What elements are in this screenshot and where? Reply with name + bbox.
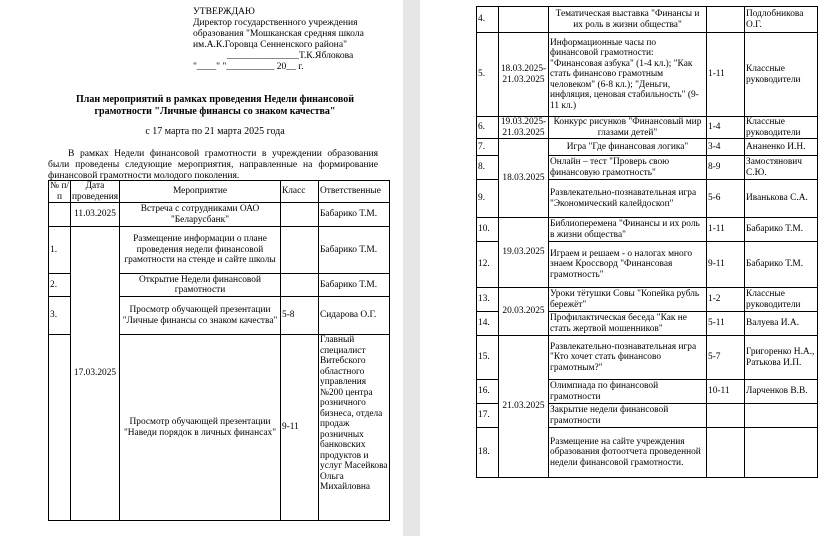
- approval-line-1: Директор государственного учреждения: [193, 17, 358, 28]
- approval-line-2: образования "Мошканская средняя школа: [193, 28, 364, 39]
- row-responsible: Бабарико Т.М.: [319, 203, 390, 227]
- row-class: 1-4: [707, 117, 745, 139]
- row-num: 15.: [477, 336, 499, 380]
- row-num: 6.: [477, 117, 499, 139]
- events-table-part-1: [48, 180, 390, 521]
- row-class: 5-11: [707, 312, 745, 336]
- row-event: Развлекательно-познавательная игра "Кто хочет стать финансово грамотным?": [549, 336, 707, 380]
- page-gap: [403, 0, 420, 536]
- row-event: Профилактическая беседа "Как не стать жертвой мошенников": [549, 312, 707, 336]
- table-row: [49, 227, 390, 274]
- table-row: [477, 218, 818, 242]
- header-num: № п/п: [50, 181, 69, 202]
- table-row: [477, 288, 818, 312]
- header-event: Мероприятие: [120, 181, 281, 203]
- approval-heading: УТВЕРЖДАЮ: [193, 6, 255, 17]
- document-page-1: [0, 0, 403, 536]
- row-event: Конкурс рисунков "Финансовый мир глазами детей": [549, 117, 707, 139]
- table-row: [477, 117, 818, 139]
- events-table-part-2: [476, 6, 818, 478]
- row-num: [49, 203, 71, 227]
- row-responsible: Бабарико Т.М.: [745, 218, 818, 242]
- row-class: 1-11: [707, 218, 745, 242]
- table-header-row: [49, 181, 390, 203]
- table-row: [477, 33, 818, 117]
- row-class: 1-11: [707, 33, 745, 117]
- row-num: 4.: [477, 7, 499, 33]
- row-event: Развлекательно-познавательная игра "Экономический калейдоскоп": [549, 180, 707, 218]
- row-responsible: [745, 404, 818, 428]
- table-row: [477, 336, 818, 380]
- row-class: 5-8: [281, 297, 319, 335]
- row-responsible: [745, 428, 818, 478]
- row-num: 3.: [49, 297, 71, 335]
- row-event: Встреча с сотрудниками ОАО "Беларусбанк": [120, 203, 281, 227]
- row-date: 18.03.2025: [499, 139, 549, 218]
- row-responsible: Классные руководители: [745, 33, 818, 117]
- row-responsible: Иванькова С.А.: [745, 180, 818, 218]
- row-date: 20.03.2025: [499, 288, 549, 336]
- row-responsible: Ларченков В.В.: [745, 380, 818, 404]
- row-num: 2.: [49, 274, 71, 297]
- row-num: 5.: [477, 33, 499, 117]
- row-num: 14.: [477, 312, 499, 336]
- row-date: 19.03.2025: [499, 218, 549, 288]
- approval-line-3: им.А.К.Горовца Сенненского района": [193, 39, 347, 50]
- row-class: 5-6: [707, 180, 745, 218]
- row-num: 17.: [477, 404, 499, 428]
- row-responsible: Валуева И.А.: [745, 312, 818, 336]
- row-num: [49, 335, 71, 521]
- row-responsible: Ананенко И.Н.: [745, 139, 818, 156]
- row-event: Олимпиада по финансовой грамотности: [549, 380, 707, 404]
- row-event: Просмотр обучающей презентации "Личные финансы со знаком качества": [120, 297, 281, 335]
- document-page-2: [420, 0, 834, 536]
- row-date: 19.03.2025-21.03.2025: [499, 117, 549, 139]
- row-num: 10.: [477, 218, 499, 242]
- row-event: Информационные часы по финансовой грамотности: "Финансовая азбука" (1-4 кл.); "Как стать финансово грамотным человеком" (6-8 кл.); "Деньги, инфляция, ценовая стабильность" (9-11 кл.): [549, 33, 707, 117]
- row-class: [281, 203, 319, 227]
- row-num: 7.: [477, 139, 499, 156]
- row-class: 5-7: [707, 336, 745, 380]
- row-num: 16.: [477, 380, 499, 404]
- approval-block: [193, 6, 364, 72]
- row-event: Библиоперемена "Финансы и их роль в жизни общества": [549, 218, 707, 242]
- row-class: [281, 274, 319, 297]
- row-class: [281, 227, 319, 274]
- row-responsible: Замостянович С.Ю.: [745, 156, 818, 180]
- table-row: [477, 7, 818, 33]
- document-dates: с 17 марта по 21 марта 2025 года: [145, 126, 285, 137]
- row-num: 1.: [49, 227, 71, 274]
- approval-line-4: _______________Т.К.Яблокова: [227, 50, 354, 61]
- row-class: 3-4: [707, 139, 745, 156]
- row-class: 9-11: [281, 335, 319, 521]
- approval-line-5: "____" "__________ 20__ г.: [193, 61, 304, 72]
- row-class: [707, 428, 745, 478]
- row-event: Игра "Где финансовая логика": [549, 139, 707, 156]
- row-responsible: Классные руководители: [745, 288, 818, 312]
- row-num: 18.: [477, 428, 499, 478]
- row-event: Закрытие недели финансовой грамотности: [549, 404, 707, 428]
- row-class: [707, 7, 745, 33]
- document-title: План мероприятий в рамках проведения Недели финансовой грамотности "Личные финансы со знаком качества": [76, 94, 354, 117]
- row-event: Уроки тётушки Совы "Копейка рубль бережёт": [549, 288, 707, 312]
- row-date: 18.03.2025-21.03.2025: [499, 33, 549, 117]
- row-event: Тематическая выставка "Финансы и их роль в жизни общества": [549, 7, 707, 33]
- row-class: 9-11: [707, 242, 745, 288]
- row-num: 12.: [477, 242, 499, 288]
- row-date: 11.03.2025: [71, 203, 120, 227]
- row-responsible: Григоренко Н.А., Ратькова И.П.: [745, 336, 818, 380]
- row-event: Открытие Недели финансовой грамотности: [120, 274, 281, 297]
- row-responsible: Бабарико Т.М.: [745, 242, 818, 288]
- row-responsible: Подлобникова О.Г.: [745, 7, 818, 33]
- row-date: [499, 7, 549, 33]
- row-num: 8.: [477, 156, 499, 180]
- row-class: 10-11: [707, 380, 745, 404]
- header-responsible: Ответственные: [319, 181, 390, 203]
- row-event: Размещение на сайте учреждения образования фотоотчета проведенной недели финансовой грамотности.: [549, 428, 707, 478]
- row-event: Просмотр обучающей презентации "Наведи порядок в личных финансах": [120, 335, 281, 521]
- row-class: 1-2: [707, 288, 745, 312]
- table-row: [49, 203, 390, 227]
- row-class: 8-9: [707, 156, 745, 180]
- row-event: Размещение информации о плане проведения недели финансовой грамотности на стенде и сайте школы: [120, 227, 281, 274]
- row-responsible: Бабарико Т.М.: [319, 227, 390, 274]
- row-event: Онлайн – тест "Проверь свою финансовую грамотность": [549, 156, 707, 180]
- row-date: 17.03.2025: [71, 227, 120, 521]
- document-intro: В рамках Недели финансовой грамотности в учреждении образования были проведены следующие мероприятия, направленные на формирование финансовой грамотности молодого поколения.: [48, 148, 378, 181]
- row-num: 9.: [477, 180, 499, 218]
- row-responsible: Главный специалист Витебского областного управления №200 центра розничного бизнеса, отдела продаж розничных банковских продуктов и услуг Масейкова Ольга Михайловна: [319, 335, 390, 521]
- row-date: 21.03.2025: [499, 336, 549, 478]
- row-num: 13.: [477, 288, 499, 312]
- row-class: [707, 404, 745, 428]
- header-date: Дата проведения: [72, 181, 119, 202]
- row-responsible: Классные руководители: [745, 117, 818, 139]
- row-event: Играем и решаем - о налогах много знаем Кроссворд "Финансовая грамотность": [549, 242, 707, 288]
- row-responsible: Сидарова О.Г.: [319, 297, 390, 335]
- header-class: Класс: [281, 181, 319, 203]
- table-row: [477, 139, 818, 156]
- row-responsible: Бабарико Т.М.: [319, 274, 390, 297]
